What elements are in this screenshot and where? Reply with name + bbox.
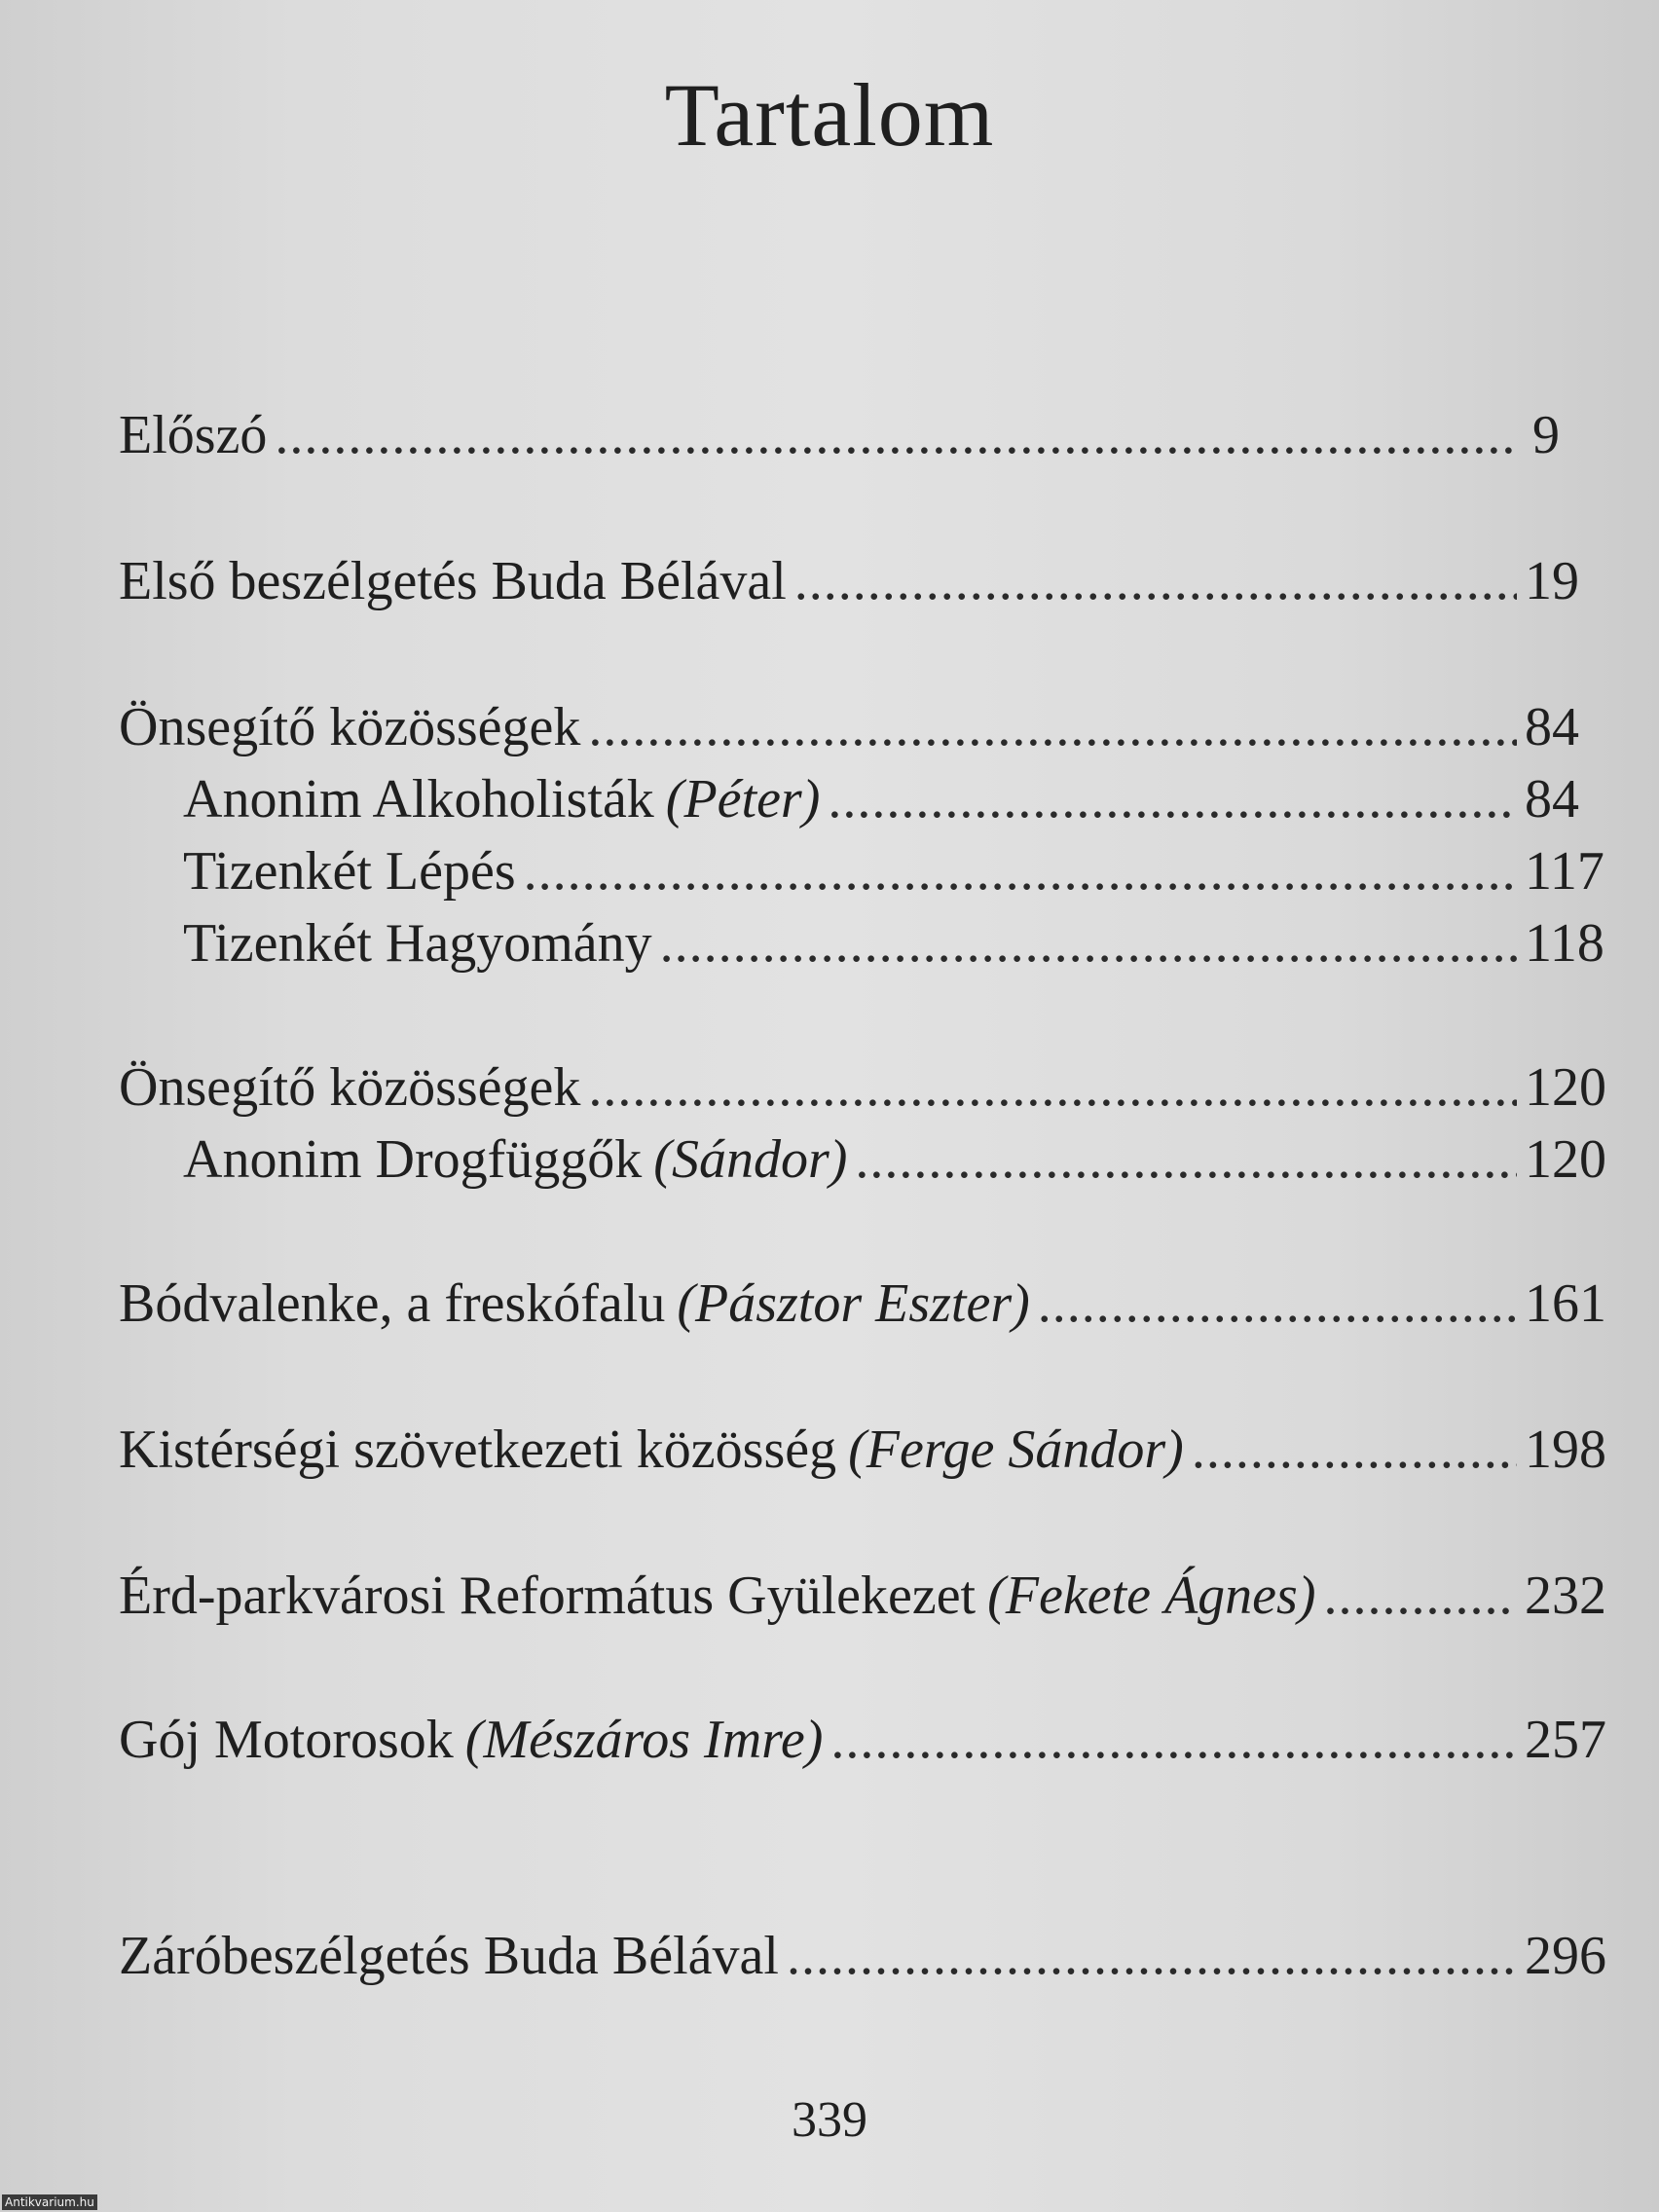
dot-leader (275, 407, 1517, 464)
dot-leader (787, 1928, 1517, 1985)
entry-page-number: 84 (1525, 769, 1579, 830)
entry-page-number: 257 (1525, 1710, 1606, 1770)
entry-title: Önsegítő közösségek (119, 697, 581, 757)
entry-author: (Fekete Ágnes) (987, 1566, 1316, 1626)
entry-title: Kistérségi szövetkezeti közösség (119, 1419, 837, 1480)
entry-title: Tizenkét Hagyomány (183, 913, 652, 974)
entry-page-number: 84 (1525, 697, 1579, 757)
dot-leader (1038, 1275, 1517, 1333)
dot-leader (588, 699, 1517, 756)
entry-title: Előszó (119, 405, 268, 465)
toc-subentry[interactable] (183, 913, 1604, 974)
dot-leader (830, 1712, 1517, 1769)
entry-page-number: 118 (1525, 913, 1604, 974)
entry-page-number: 198 (1525, 1419, 1606, 1480)
toc-entry[interactable] (119, 1926, 1606, 1986)
entry-page-number: 120 (1525, 1057, 1606, 1118)
entry-author: (Mészáros Imre) (464, 1710, 824, 1770)
dot-leader (660, 915, 1517, 973)
toc-entry[interactable] (119, 1057, 1606, 1118)
dot-leader (794, 553, 1517, 610)
toc-entry[interactable] (119, 1566, 1606, 1626)
dot-leader (1323, 1567, 1517, 1625)
toc-subentry[interactable] (183, 841, 1604, 902)
entry-title: Első beszélgetés Buda Bélával (119, 551, 787, 611)
entry-title: Anonim Drogfüggők (183, 1129, 643, 1190)
entry-author: (Ferge Sándor) (848, 1419, 1184, 1480)
dot-leader (524, 843, 1517, 901)
entry-title: Érd-parkvárosi Református Gyülekezet (119, 1566, 977, 1626)
entry-title: Tizenkét Lépés (183, 841, 516, 902)
entry-page-number: 120 (1525, 1129, 1606, 1190)
entry-title: Anonim Alkoholisták (183, 769, 654, 830)
dot-leader (588, 1059, 1517, 1117)
toc-entry[interactable] (119, 1273, 1606, 1334)
entry-page-number: 296 (1525, 1926, 1606, 1986)
entry-page-number: 232 (1525, 1566, 1606, 1626)
entry-title: Gój Motorosok (119, 1710, 454, 1770)
entry-title: Záróbeszélgetés Buda Bélával (119, 1926, 779, 1986)
toc-entry[interactable] (119, 551, 1579, 611)
toc-entry[interactable] (119, 1710, 1606, 1770)
entry-page-number: 9 (1532, 405, 1560, 465)
entry-page-number: 161 (1525, 1273, 1606, 1334)
entry-page-number: 19 (1525, 551, 1579, 611)
watermark: Antikvarium.hu (2, 2194, 97, 2210)
dot-leader (1192, 1421, 1517, 1479)
toc-entry[interactable] (119, 1419, 1606, 1480)
entry-page-number: 117 (1525, 841, 1604, 902)
toc-subentry[interactable] (183, 1129, 1606, 1190)
toc-entry[interactable] (119, 697, 1579, 757)
dot-leader (828, 771, 1517, 829)
entry-title: Önsegítő közösségek (119, 1057, 581, 1118)
entry-author: (Péter) (665, 769, 821, 830)
dot-leader (855, 1131, 1517, 1189)
entry-author: (Pásztor Eszter) (677, 1273, 1030, 1334)
toc-entry[interactable] (119, 407, 1560, 464)
entry-author: (Sándor) (653, 1129, 848, 1190)
toc-subentry[interactable] (183, 769, 1579, 830)
page-number: 339 (792, 2092, 867, 2148)
entry-title: Bódvalenke, a freskófalu (119, 1273, 666, 1334)
page-title: Tartalom (664, 65, 995, 165)
